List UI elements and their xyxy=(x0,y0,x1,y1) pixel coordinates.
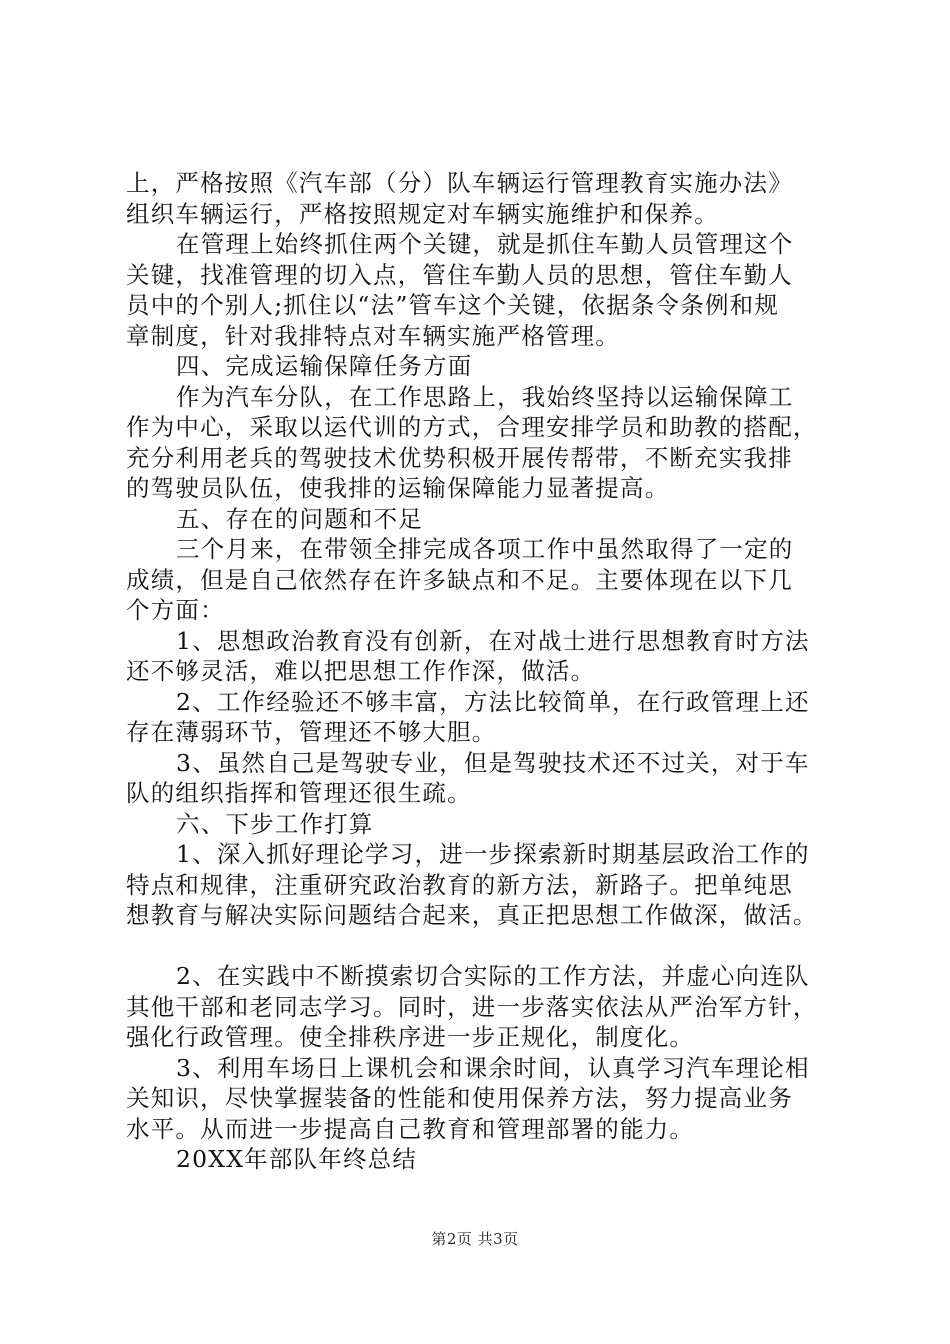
paragraph-first-line: 3、虽然自己是驾驶专业，但是驾驶技术还不过关，对于车 xyxy=(176,748,810,777)
text-line: 关知识，尽快掌握装备的性能和使用保养方法，努力提高业务 xyxy=(126,1084,793,1112)
paragraph-first-line: 2、工作经验还不够丰富，方法比较简单，在行政管理上还 xyxy=(176,687,810,716)
text-line: 成绩，但是自己依然存在许多缺点和不足。主要体现在以下几 xyxy=(126,565,793,594)
paragraph-first-line: 1、深入抓好理论学习，进一步探索新时期基层政治工作的 xyxy=(176,840,810,868)
paragraph-first-line: 2、在实践中不断摸索切合实际的工作方法，并虚心向连队 xyxy=(176,962,810,990)
paragraph-first-line: 五、存在的问题和不足 xyxy=(176,504,423,533)
text-line: 队的组织指挥和管理还很生疏。 xyxy=(126,779,472,807)
text-line: 个方面： xyxy=(126,596,225,624)
text-line: 强化行政管理。使全排秩序进一步正规化，制度化。 xyxy=(126,1023,695,1051)
page-footer: 第2页 共3页 xyxy=(431,1230,519,1248)
text-line: 的驾驶员队伍，使我排的运输保障能力显著提高。 xyxy=(126,474,670,502)
paragraph-first-line: 在管理上始终抓住两个关键，就是抓住车勤人员管理这个 xyxy=(176,230,794,258)
text-line: 组织车辆运行，严格按照规定对车辆实施维护和保养。 xyxy=(126,199,719,228)
paragraph-first-line: 三个月来，在带领全排完成各项工作中虽然取得了一定的 xyxy=(176,535,794,563)
text-line: 其他干部和老同志学习。同时，进一步落实依法从严治军方针， xyxy=(126,992,818,1021)
text-line: 员中的个别人;抓住以“法”管车这个关键，依据条令条例和规 xyxy=(126,291,780,319)
paragraph-first-line: 六、下步工作打算 xyxy=(176,809,374,838)
text-line: 章制度，针对我排特点对车辆实施严格管理。 xyxy=(126,321,620,350)
blank-line xyxy=(126,931,846,962)
paragraph-first-line: 1、思想政治教育没有创新，在对战士进行思想教育时方法 xyxy=(176,626,810,655)
text-line: 想教育与解决实际问题结合起来，真正把思想工作做深，做活。 xyxy=(126,901,818,929)
paragraph-first-line: 20XX年部队年终总结 xyxy=(176,1145,418,1173)
text-line: 上，严格按照《汽车部（分）队车辆运行管理教育实施办法》 xyxy=(126,169,793,197)
text-line: 作为中心，采取以运代训的方式，合理安排学员和助教的搭配， xyxy=(126,413,818,441)
paragraph-first-line: 3、利用车场日上课机会和课余时间，认真学习汽车理论相 xyxy=(176,1053,810,1082)
text-line: 关键，找准管理的切入点，管住车勤人员的思想，管住车勤人 xyxy=(126,260,793,289)
paragraph-first-line: 四、完成运输保障任务方面 xyxy=(176,352,473,380)
text-line: 水平。从而进一步提高自己教育和管理部署的能力。 xyxy=(126,1114,695,1143)
paragraph-first-line: 作为汽车分队，在工作思路上，我始终坚持以运输保障工 xyxy=(176,382,794,411)
text-line: 充分利用老兵的驾驶技术优势积极开展传帮带，不断充实我排 xyxy=(126,443,793,472)
text-line: 特点和规律，注重研究政治教育的新方法，新路子。把单纯思 xyxy=(126,870,793,899)
document-body xyxy=(126,168,846,1175)
text-line: 还不够灵活，难以把思想工作作深，做活。 xyxy=(126,657,596,685)
text-line: 存在薄弱环节，管理还不够大胆。 xyxy=(126,718,497,746)
